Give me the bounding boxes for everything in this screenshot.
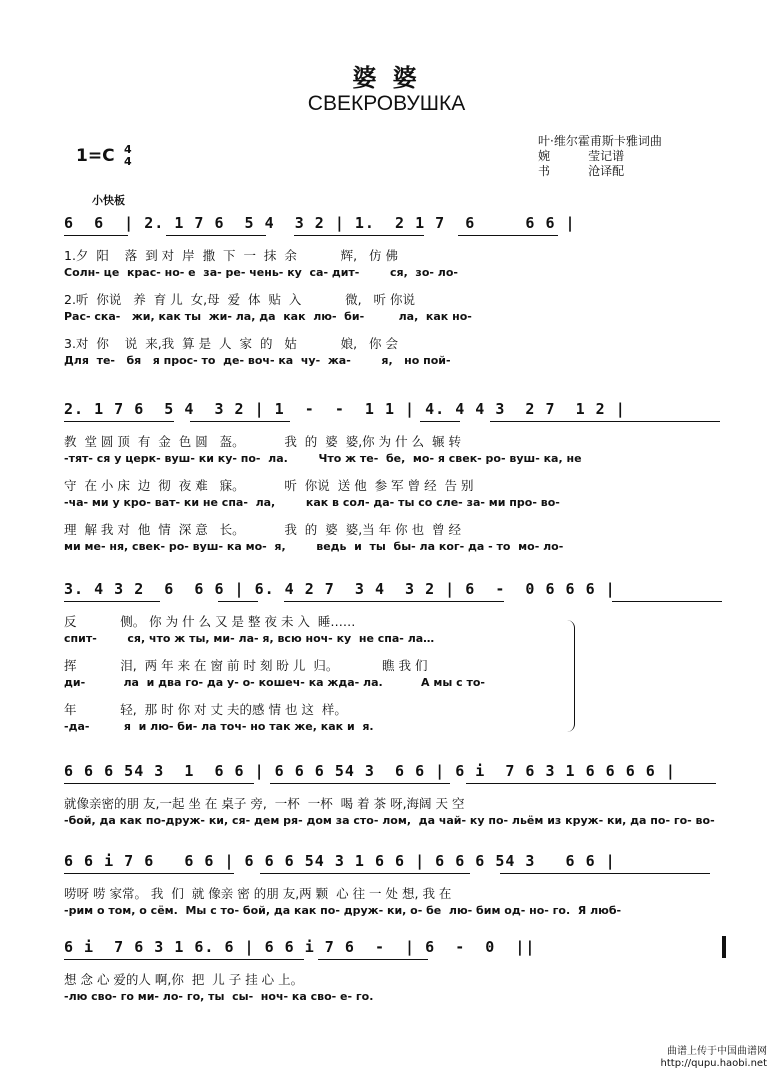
lyric-s3-v2-ru: ди- ла и два го- да у- о- кошеч- ка жда- ла. А мы с то- — [64, 676, 485, 689]
beam — [490, 421, 720, 422]
lyric-s1-v2-ru: Рас- ска- жи, как ты жи- ла, да как лю- би- ла, как но- — [64, 310, 472, 323]
lyric-s2-v1-ru: -тят- ся у церк- вуш- ки ку- по- ла. Что ж те- бе, мо- я свек- ро- вуш- ка, не — [64, 452, 582, 465]
beam — [260, 873, 470, 874]
lyric-s5-ru: -рим о том, о сём. Мы с то- бой, да как по- друж- ки, о- бе лю- бим од- но- го. Я люб- — [64, 904, 622, 917]
beam — [466, 783, 716, 784]
lyric-s2-v3-cn: 理 解 我 对 他 情 深 意 长。 我 的 婆 婆,当 年 你 也 曾 经 — [64, 522, 462, 537]
lyric-s3-v2-cn: 挥 泪, 两 年 来 在 窗 前 时 刻 盼 儿 归。 瞧 我 们 — [64, 658, 428, 673]
lyric-s2-v2-cn: 守 在 小 床 边 彻 夜 难 寐。 听 你说 送 他 参 军 曾 经 告 别 — [64, 478, 474, 493]
notes-system-3: 3. 4 3 2 6 6 6 | 6. 4 2 7 3 4 3 2 | 6 - 0 6 6 6 | — [64, 580, 616, 598]
title-russian: СВЕКРОВУШКА — [307, 92, 466, 115]
lyric-s1-v2-cn: 2.听 你说 养 育 儿 女,母 爱 体 贴 入 微, 听 你说 — [64, 292, 415, 307]
notes-system-1: 6 6 | 2. 1 7 6 5 4 3 2 | 1. 2 1 7 6 6 6 | — [64, 214, 576, 232]
lyric-s1-v3-cn: 3.对 你 说 来,我 算 是 人 家 的 姑 娘, 你 会 — [64, 336, 398, 351]
lyric-s3-v3-cn: 年 轻, 那 时 你 对 丈 夫的感 情 也 这 样。 — [64, 702, 347, 717]
notes-system-6: 6 i 7 6 3 1 6. 6 | 6 6 i 7 6 - | 6 - 0 || — [64, 938, 536, 956]
credit-transcription: 婉 莹记谱 — [538, 149, 625, 163]
tempo-marking: 小快板 — [92, 194, 125, 207]
watermark-text: 曲谱上传于中国曲谱网 — [667, 1046, 767, 1057]
beam — [500, 873, 710, 874]
beam — [218, 601, 258, 602]
lyric-s4-ru: -бой, да как по-друж- ки, ся- дем ря- дом за сто- лом, да чай- ку по- льём из круж- ки, да по- го- во- — [64, 814, 715, 827]
beam — [190, 421, 290, 422]
beam — [64, 873, 234, 874]
time-signature — [124, 144, 132, 168]
beam — [166, 235, 266, 236]
beam — [64, 783, 254, 784]
lyric-s3-v1-cn: 反 侧。 你 为 什 么 又 是 整 夜 未 入 睡…… — [64, 614, 356, 629]
beam — [64, 601, 160, 602]
lyric-s3-v3-ru: -да- я и лю- би- ла точ- но так же, как и я. — [64, 720, 374, 733]
title-chinese: 婆 婆 — [352, 63, 421, 92]
beam — [64, 421, 174, 422]
notes-system-2: 2. 1 7 6 5 4 3 2 | 1 - - 1 1 | 4. 4 4 3 2 7 1 2 | — [64, 400, 626, 418]
beam — [284, 601, 504, 602]
lyric-s6-cn: 想 念 心 爱的人 啊,你 把 儿 子 挂 心 上。 — [64, 972, 304, 987]
beam — [318, 959, 428, 960]
beam — [270, 783, 450, 784]
beam — [294, 235, 424, 236]
watermark-url: http://qupu.haobi.net — [660, 1058, 767, 1069]
final-barline — [722, 936, 726, 958]
lyric-s2-v1-cn: 教 堂 圆 顶 有 金 色 圆 盔。 我 的 婆 婆,你 为 什 么 辗 转 — [64, 434, 462, 449]
notes-system-5: 6 6 i 7 6 6 6 | 6 6 6 54 3 1 6 6 | 6 6 6 54 3 6 6 | — [64, 852, 616, 870]
time-signature-bottom: 4 — [124, 155, 132, 168]
time-signature-top: 4 — [124, 143, 132, 156]
lyric-s1-v1-ru: Солн- це крас- но- е за- ре- чень- ку са- дит- ся, зо- ло- — [64, 266, 458, 279]
credits — [538, 134, 662, 179]
beam — [64, 235, 128, 236]
repeat-brace — [566, 620, 575, 732]
key-signature: 1=C — [76, 146, 115, 166]
lyric-s5-cn: 唠呀 唠 家常。 我 们 就 像亲 密 的朋 友,两 颗 心 往 一 处 想, 我 在 — [64, 886, 452, 901]
lyric-s6-ru: -лю сво- го ми- ло- го, ты сы- ноч- ка сво- е- го. — [64, 990, 374, 1003]
beam — [64, 959, 304, 960]
lyric-s2-v2-ru: -ча- ми у кро- ват- ки не спа- ла, как в сол- да- ты со сле- за- ми про- во- — [64, 496, 560, 509]
credit-translation: 书 沧译配 — [538, 164, 625, 178]
lyric-s1-v3-ru: Для те- бя я прос- то де- воч- ка чу- жа- я, но пой- — [64, 354, 451, 367]
beam — [420, 421, 460, 422]
lyric-s3-v1-ru: спит- ся, что ж ты, ми- ла- я, всю ноч- ку не спа- ла… — [64, 632, 435, 645]
lyric-s4-cn: 就像亲密的朋 友,一起 坐 在 桌子 旁, 一杯 一杯 喝 着 茶 呀,海阔 天 空 — [64, 796, 465, 811]
beam — [458, 235, 558, 236]
beam — [612, 601, 722, 602]
lyric-s1-v1-cn: 1.夕 阳 落 到 对 岸 撒 下 一 抹 余 辉, 仿 佛 — [64, 248, 398, 263]
lyric-s2-v3-ru: ми ме- ня, свек- ро- вуш- ка мо- я, ведь и ты бы- ла ког- да - то мо- ло- — [64, 540, 564, 553]
credit-lyrics-music: 叶·维尔霍甫斯卡雅词曲 — [538, 134, 662, 148]
watermark — [661, 1046, 767, 1070]
notes-system-4: 6 6 6 54 3 1 6 6 | 6 6 6 54 3 6 6 | 6 i 7 6 3 1 6 6 6 6 | — [64, 762, 676, 780]
